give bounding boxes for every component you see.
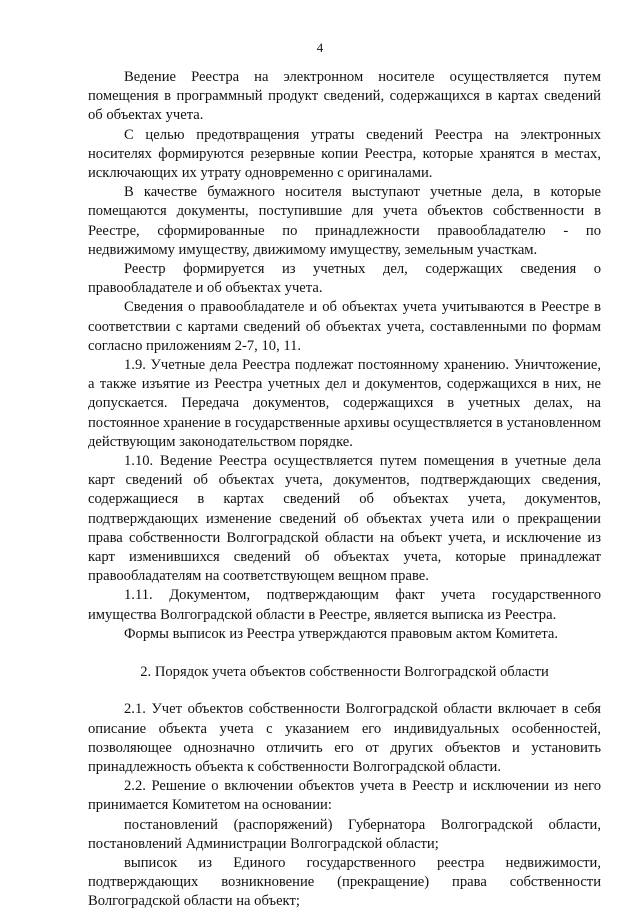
paragraph: 2.1. Учет объектов собственности Волгоградской области включает в себя описание объекта учета с указанием его индивидуальных особенностей, позволяющее однозначно отличить его от других объектов и установить принадлежность объекта к собственности Волгоградской области. <box>88 701 601 775</box>
paragraph: 1.11. Документом, подтверждающим факт учета государственного имущества Волгоградской области в Реестре, является выписка из Реестра. <box>88 587 601 623</box>
paragraph: С целью предотвращения утраты сведений Реестра на электронных носителях формируются резервные копии Реестра, которые хранятся в местах, исключающих их утрату одновременно с оригиналами. <box>88 126 601 182</box>
spacer <box>88 682 601 700</box>
paragraph: 2.2. Решение о включении объектов учета в Реестр и исключении из него принимается Комитетом на основании: <box>88 778 601 814</box>
paragraph: Формы выписок из Реестра утверждаются правовым актом Комитета. <box>124 625 559 642</box>
paragraph: постановлений (распоряжений) Губернатора Волгоградской области, постановлений Администрации Волгоградской области; <box>88 816 601 852</box>
document-body <box>88 68 601 912</box>
page-number: 4 <box>316 40 324 55</box>
paragraph: Реестр формируется из учетных дел, содержащих сведения о правообладателе и об объектах учета. <box>88 261 601 297</box>
paragraph: Ведение Реестра на электронном носителе осуществляется путем помещения в программный продукт сведений, содержащихся в картах сведений об объектах учета. <box>88 69 601 124</box>
section-heading: 2. Порядок учета объектов собственности Волгоградской области <box>140 664 549 681</box>
paragraph: выписок из Единого государственного реестра недвижимости, подтверждающих возникновение (прекращение) права собственности Волгоградской области на объект; <box>88 854 601 910</box>
paragraph: 1.10. Ведение Реестра осуществляется путем помещения в учетные дела карт сведений об объектах учета, документов, подтверждающих сведения, содержащиеся в картах сведений об объектах учета, документов, подтверждающих изменение сведений об объектах учета или о прекращении права собственности Волгоградской области на объект учета, и исключение из карт изменившихся сведений об объектах учета, которые принадлежат правообладателям на соответствующем вещном праве. <box>88 453 601 585</box>
paragraph: Сведения о правообладателе и об объектах учета учитываются в Реестре в соответствии с картами сведений об объектах учета, составленными по формам согласно приложениям 2-7, 10, 11. <box>88 299 601 354</box>
spacer <box>88 644 601 663</box>
paragraph: 1.9. Учетные дела Реестра подлежат постоянному хранению. Уничтожение, а также изъятие из Реестра учетных дел и документов, содержащихся в них, не допускается. Передача документов, содержащихся в учетных делах, на постоянное хранение в государственные архивы осуществляется в установленном действующим законодательством порядке. <box>88 357 601 450</box>
paragraph: В качестве бумажного носителя выступают учетные дела, в которые помещаются документы, поступившие для учета объектов собственности в Реестре, сформированные по принадлежности правообладателю - по недвижимому имуществу, движимому имуществу, земельным участкам. <box>88 184 601 258</box>
